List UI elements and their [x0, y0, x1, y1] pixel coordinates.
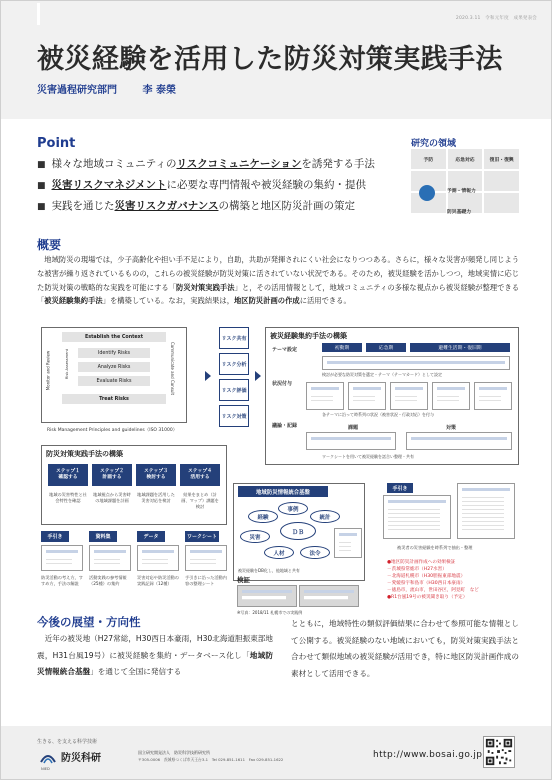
situation-card-image: [348, 382, 386, 410]
verify-caption: ※写真：2018/11 札幌市での実践例: [237, 610, 303, 615]
guide-image: [457, 483, 515, 539]
future-text: 」を通じて全国に発信する: [90, 667, 182, 677]
research-domain: [411, 136, 519, 216]
risk-label: リスク対策: [219, 405, 249, 427]
future-text: 近年の被災地（H27常総，H30西日本豪雨，H30北海道胆振東部地震，H31台風19号）に被災経験を集約・データベース化し「: [37, 634, 273, 660]
domain-cell: 応急対応: [448, 149, 483, 169]
phase-label: 応急期: [366, 343, 406, 352]
point-text: に必要な専門情報や被災経験の集約・提供: [166, 179, 366, 191]
phase-label: 避難生活期・復旧期: [410, 343, 510, 352]
point-keyword: 災害リスクガバナンス: [114, 200, 219, 212]
database-box: [233, 483, 365, 581]
practice-step-desc: 地域の災害特性と社会特性を確認: [49, 492, 87, 503]
domain-label: 防災基礎力: [447, 210, 471, 215]
tool-desc: 防災活動の考え方，すすめ方，手法の解説: [41, 575, 83, 586]
tool-desc: 災害対応や防災活動の実践記録（12種）: [137, 575, 179, 586]
point-text: 実践を通じた: [51, 200, 115, 212]
practice-step: ステップ３ 検討する: [136, 464, 176, 486]
tool-desc: 手引きに沿った活動内容の整理シート: [185, 575, 227, 586]
db-node: 災害: [240, 530, 270, 543]
future-heading: 今後の展望・方向性: [37, 615, 141, 629]
situation-card-image: [390, 382, 428, 410]
nied-logo-icon: [39, 748, 57, 766]
research-domain-title: 研究の領域: [411, 139, 457, 149]
arrow-right-icon: [205, 371, 211, 381]
qr-code-icon[interactable]: [483, 736, 515, 768]
collection-title: 被災経験集約手法の構築: [270, 332, 347, 340]
collection-discussion: 議論・記録: [272, 423, 298, 429]
point-item: [37, 154, 397, 175]
domain-row: [411, 149, 519, 169]
future-right-text: とともに，地域特性の類似評価結果に合わせて参照可能な情報として公開する。被災経験のない地域においても，防災対策実践手法と合わせて類似地域の被災経験が活用でき，特に地区防災計画作成の素材として活用できる。: [291, 619, 519, 679]
guide-caption: 被災者の災害経験を時系列で抽出・整理: [397, 545, 473, 550]
guide-tag: 手引き: [387, 483, 413, 493]
point-keyword: リスクコミュニケーション: [176, 158, 302, 170]
collection-situation: 状況付与: [272, 381, 293, 387]
collection-task: 課題: [348, 425, 359, 431]
worksheet-image: [406, 432, 512, 450]
point-heading: Point: [37, 136, 76, 151]
domain-cell: [484, 171, 519, 191]
tool-desc: 活動実践の参考情報（25種）の集約: [89, 575, 127, 586]
footer-address: 〒305-0006 茨城県つくば市天王台3-1 Tel 029-851-1611 Fax 029-851-1622: [138, 757, 284, 762]
phase-label: 初動期: [322, 343, 362, 352]
research-domain-grid: [411, 149, 519, 215]
tool-image: [185, 545, 227, 571]
practice-title: 防災対策実践手法の構築: [46, 450, 123, 458]
point-list: [37, 154, 397, 217]
verify-photo: [299, 585, 359, 607]
page-title: 被災経験を活用した防災対策実践手法: [37, 44, 503, 75]
iso-step: Evaluate Risks: [78, 376, 150, 386]
practice-step-desc: 地域視点から災害時の地域課題を計画: [93, 492, 131, 503]
method-figure: [37, 323, 519, 615]
iso-step: Analyze Risks: [78, 362, 150, 372]
database-caption: 被災経験をDB化し，他地域と共有: [238, 568, 300, 573]
outcome-line: －茨城県常総市（H27水害）: [387, 567, 447, 572]
practice-step: ステップ１ 確認する: [48, 464, 88, 486]
header-meta: 2020.3.11 令和元年度 成果発表会: [455, 16, 537, 21]
iso-step: Identify Risks: [78, 348, 150, 358]
iso-side-label: Risk Assessment: [65, 348, 70, 380]
overview-keyword: 地区防災計画の作成: [234, 296, 300, 306]
overview-keyword: 防災対策実践手法: [176, 282, 235, 292]
overview-text: 」と，その活用情報として，地域コミュニティの多様な視点から被災経験が整理できる「: [37, 282, 520, 306]
author-line: [37, 81, 176, 96]
point-text: の構築と地区防災計画の策定: [218, 200, 355, 212]
theme-card-image: [322, 356, 510, 370]
tool-tag: データ: [137, 531, 165, 542]
footer-org: 防災科研: [61, 753, 101, 764]
point-item: [37, 175, 397, 196]
verify-photo: [237, 585, 297, 607]
tool-tag: ワークシート: [185, 531, 219, 542]
situation-card-image: [306, 382, 344, 410]
guide-image: [383, 495, 451, 539]
domain-label: 予測・情報力: [447, 189, 476, 194]
verify-title: 検証: [237, 576, 250, 584]
risk-label: リスク共有: [219, 327, 249, 349]
situation-card-image: [432, 382, 470, 410]
future-keyword: 地域防災情報統合基盤: [37, 650, 273, 677]
outcome-line: －愛媛県宇和島市（H30西日本豪雨）: [387, 581, 466, 586]
tool-image: [41, 545, 83, 571]
situation-card-image: [474, 382, 512, 410]
iso-step: Establish the Context: [62, 332, 166, 342]
footer: [1, 726, 552, 780]
header-accent: [37, 3, 40, 25]
domain-cell: 予防: [411, 149, 446, 169]
point-item: [37, 196, 397, 217]
practice-step: ステップ４ 活用する: [180, 464, 220, 486]
overview-text: に活用できる。: [299, 296, 351, 306]
tool-tag: 手引き: [41, 531, 69, 542]
tool-image: [89, 545, 131, 571]
db-node: 事例: [278, 502, 308, 515]
outcome-line: －徳島市，流山市，世田谷区，阿見町 など: [387, 588, 479, 593]
database-screen-image: [334, 528, 362, 558]
overview-heading: 概要: [37, 238, 62, 252]
footer-org-sub: NIED: [41, 767, 50, 771]
overview-text: 地域防災の現場では，少子高齢化や担い手不足により，自助，共助が発揮されにくい社会になりつつある。さらに，様々な災害が頻発し同じような被害が繰り返されているものの，これらの被災経験が防災対策に活されていない状況である。そのため，被災経験を活かしつつ，地域実情に応じた防災対策の戦略的な実践を可能にする「: [37, 255, 519, 292]
iso-diagram: [41, 327, 187, 423]
iso-side-label: Communicate and Consult: [170, 341, 176, 396]
iso-caption: Risk Management Principles and guidelines（ISO 31000）: [47, 428, 178, 433]
footer-tagline: 生きる、を支える科学技術: [37, 739, 98, 745]
worksheet-image: [306, 432, 396, 450]
point-text: 様々な地域コミュニティの: [51, 158, 177, 170]
collection-note: 各テーマに沿って時系列の状況（被害状況・行政対応）を付与: [322, 412, 434, 417]
footer-url[interactable]: http://www.bosai.go.jp: [373, 750, 483, 760]
db-node: 経験: [248, 510, 278, 523]
tool-tag: 資料集: [89, 531, 117, 542]
collection-method-box: [265, 327, 519, 465]
outcome-line: －北海道札幌市（H30胆振東部地震）: [387, 574, 466, 579]
risk-label: リスク分析: [219, 353, 249, 375]
outcome-line: ●地区防災計画作成への効果検証: [387, 560, 456, 565]
database-title: 地域防災情報統合基盤: [238, 486, 328, 497]
overview-keyword: 被災経験集約手法: [44, 296, 103, 306]
collection-theme: テーマ設定: [272, 347, 298, 353]
collection-note: 検討が必要な防災対策を選定・テーマ（テーマカード）として設定: [322, 372, 442, 377]
practice-step: ステップ２ 計画する: [92, 464, 132, 486]
domain-marker-icon: [419, 185, 435, 201]
db-node: ＤＢ: [280, 522, 316, 540]
iso-step: Treat Risks: [62, 394, 166, 404]
overview-text: 」を構築している。なお，実践結果は，: [102, 296, 235, 306]
collection-countermeasure: 対策: [446, 425, 457, 431]
domain-cell: [484, 193, 519, 213]
point-keyword: 災害リスクマネジメント: [51, 179, 167, 191]
future-left-text: [37, 631, 273, 681]
point-text: を誘発する手法: [301, 158, 375, 170]
practice-step-desc: 結果をまとめ（計画、マップ）課題を検討: [181, 492, 219, 509]
outcome-line: ●R1台風19号の被災聞き取り（予定）: [387, 595, 468, 600]
domain-cell: 復旧・復興: [484, 149, 519, 169]
practice-step-desc: 地域課題を活用した災害対応を検討: [137, 492, 175, 503]
practice-method-box: [41, 445, 227, 525]
header: [1, 1, 552, 119]
iso-side-label: Monitor and Review: [45, 350, 51, 391]
arrow-right-icon: [255, 371, 261, 381]
db-node: 法令: [300, 546, 330, 559]
overview-body: [37, 253, 519, 308]
db-node: 統計: [310, 510, 340, 523]
risk-label: リスク評価: [219, 379, 249, 401]
collection-note: ワークシートを用いて被災経験を話合い整理・共有: [322, 454, 414, 459]
db-node: 人材: [264, 546, 294, 559]
department: 災害過程研究部門: [37, 85, 117, 96]
tool-image: [137, 545, 179, 571]
author-name: 李 泰榮: [142, 85, 176, 96]
footer-address: 国立研究開発法人 防災科学技術研究所: [138, 750, 210, 755]
